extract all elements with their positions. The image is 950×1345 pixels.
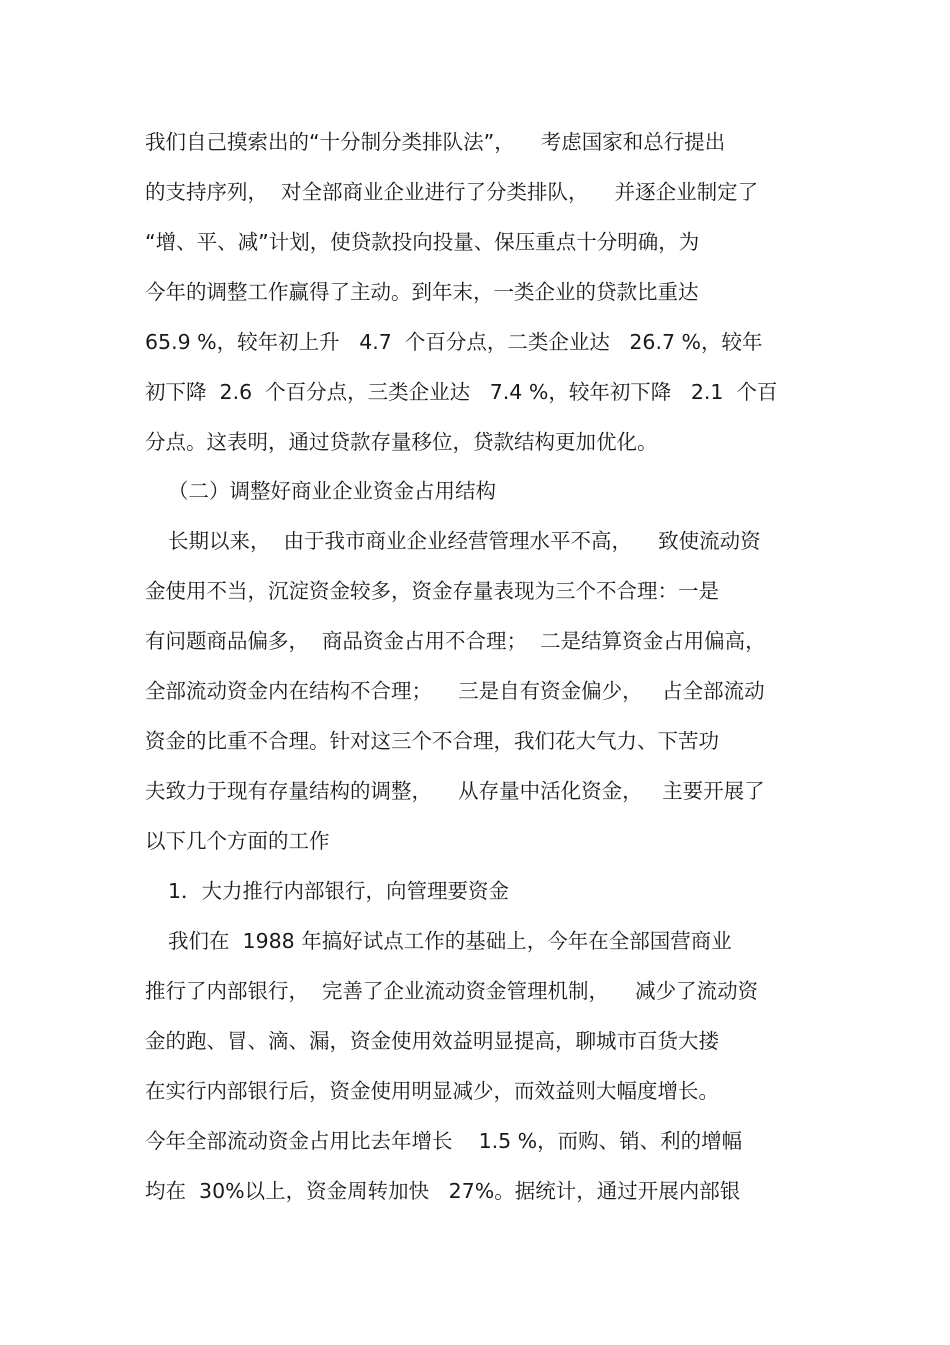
- text-line: 推行了内部银行， 完善了企业流动资金管理机制， 减少了流动资: [145, 979, 759, 1003]
- text-line: “增、平、减”计划，使贷款投向投量、保压重点十分明确，为: [145, 230, 700, 254]
- text-line: 资金的比重不合理。针对这三个不合理，我们花大气力、下苦功: [145, 729, 719, 753]
- section-heading: （二）调整好商业企业资金占用结构: [168, 479, 496, 503]
- text-line: 我们自己摸索出的“十分制分类排队法”， 考虑国家和总行提出: [145, 130, 726, 154]
- text-line: 在实行内部银行后，资金使用明显减少，而效益则大幅度增长。: [145, 1079, 719, 1103]
- subsection-heading: 1．大力推行内部银行，向管理要资金: [168, 879, 510, 903]
- text-line: 今年全部流动资金占用比去年增长 1.5 %，而购、销、利的增幅: [145, 1129, 743, 1153]
- text-line: 有问题商品偏多， 商品资金占用不合理； 二是结算资金占用偏高，: [145, 629, 766, 653]
- text-line: 初下降 2.6 个百分点，三类企业达 7.4 %，较年初下降 2.1 个百: [145, 380, 778, 404]
- text-line: 我们在 1988 年搞好试点工作的基础上，今年在全部国营商业: [168, 929, 732, 953]
- text-line: 今年的调整工作赢得了主动。到年末，一类企业的贷款比重达: [145, 280, 699, 304]
- text-line: 全部流动资金内在结构不合理； 三是自有资金偏少， 占全部流动: [145, 679, 765, 703]
- text-line: 金的跑、冒、滴、漏，资金使用效益明显提高，聊城市百货大搂: [145, 1029, 719, 1053]
- text-line: 的支持序列， 对全部商业企业进行了分类排队， 并逐企业制定了: [145, 180, 759, 204]
- text-line: 金使用不当，沉淀资金较多，资金存量表现为三个不合理：一是: [145, 579, 719, 603]
- text-line: 均在 30%以上，资金周转加快 27%。据统计，通过开展内部银: [145, 1179, 741, 1203]
- text-line: 以下几个方面的工作: [145, 829, 330, 853]
- text-line: 65.9 %，较年初上升 4.7 个百分点，二类企业达 26.7 %，较年: [145, 330, 763, 354]
- text-line: 分点。这表明，通过贷款存量移位，贷款结构更加优化。: [145, 430, 658, 454]
- text-line: 夫致力于现有存量结构的调整， 从存量中活化资金， 主要开展了: [145, 779, 765, 803]
- text-line: 长期以来， 由于我市商业企业经营管理水平不高， 致使流动资: [168, 529, 761, 553]
